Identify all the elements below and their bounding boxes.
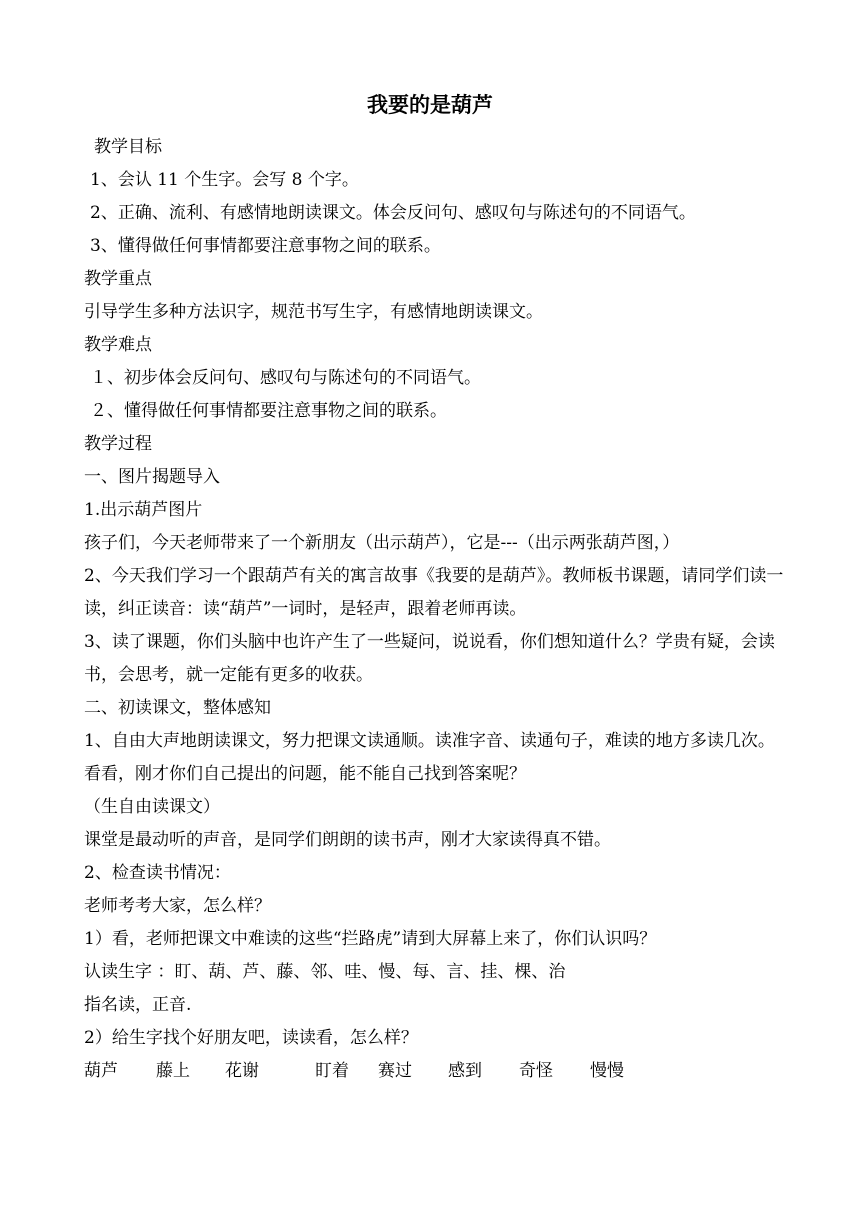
document-body <box>84 131 784 1088</box>
difficulty-item: ２、懂得做任何事情都要注意事物之间的联系。 <box>90 401 447 421</box>
paragraph: 孩子们，今天老师带来了一个新朋友（出示葫芦），它是---（出示两张葫芦图，） <box>84 533 680 553</box>
section-item: 2、今天我们学习一个跟葫芦有关的寓言故事《我要的是葫芦》。教师板书课题，请同学们读一读，纠正读音：读“葫芦”一词时，是轻声，跟着老师再读。 <box>84 566 784 619</box>
sub-item: 2）给生字找个好朋友吧，读读看，怎么样？ <box>84 1028 418 1048</box>
new-characters-list: 认读生字 ：盯、葫、芦、藤、邻、哇、慢、每、言、挂、棵、治 <box>84 962 566 982</box>
goal-item: 2、正确、流利、有感情地朗读课文。体会反问句、感叹句与陈述句的不同语气。 <box>90 203 696 223</box>
section-item: 1.出示葫芦图片 <box>84 500 203 520</box>
word-item: 花谢 <box>225 1061 259 1081</box>
difficulty-item: １、初步体会反问句、感叹句与陈述句的不同语气。 <box>90 368 481 388</box>
paragraph: 指名读，正音. <box>84 995 192 1015</box>
section-heading: 二、初读课文，整体感知 <box>84 698 271 718</box>
word-item: 藤上 <box>156 1061 190 1081</box>
document-title: 我要的是葫芦 <box>367 93 493 117</box>
difficulty-heading: 教学难点 <box>84 335 152 355</box>
key-points-text: 引导学生多种方法识字，规范书写生字，有感情地朗读课文。 <box>84 302 543 322</box>
word-item: 奇怪 <box>519 1061 553 1081</box>
key-points-heading: 教学重点 <box>84 269 152 289</box>
word-item: 慢慢 <box>590 1061 624 1081</box>
goal-item: 3、懂得做任何事情都要注意事物之间的联系。 <box>90 236 441 256</box>
section-heading: 一、图片揭题导入 <box>84 467 220 487</box>
section-item: 1、自由大声地朗读课文，努力把课文读通顺。读准字音、读通句子，难读的地方多读几次。看看，刚才你们自己提出的问题，能不能自己找到答案呢？ <box>84 731 775 784</box>
process-heading: 教学过程 <box>84 434 152 454</box>
paragraph: 课堂是最动听的声音，是同学们朗朗的读书声，刚才大家读得真不错。 <box>84 830 611 850</box>
goal-item: 1、会认 11 个生字。会写 8 个字。 <box>90 170 359 190</box>
word-list <box>84 1055 784 1088</box>
sub-item: 1）看，老师把课文中难读的这些“拦路虎”请到大屏幕上来了，你们认识吗？ <box>84 929 657 949</box>
section-item: 3、读了课题，你们头脑中也许产生了一些疑问，说说看，你们想知道什么？学贵有疑，会读书，会思考，就一定能有更多的收获。 <box>84 632 775 685</box>
paragraph-note: （生自由读课文） <box>84 797 220 817</box>
word-item: 赛过 <box>378 1061 412 1081</box>
word-item: 盯着 <box>315 1061 349 1081</box>
word-item: 葫芦 <box>84 1061 118 1081</box>
word-item: 感到 <box>448 1061 482 1081</box>
paragraph: 老师考考大家，怎么样？ <box>84 896 271 916</box>
goals-heading: 教学目标 <box>94 137 162 157</box>
section-item: 2、检查读书情况： <box>84 863 231 883</box>
